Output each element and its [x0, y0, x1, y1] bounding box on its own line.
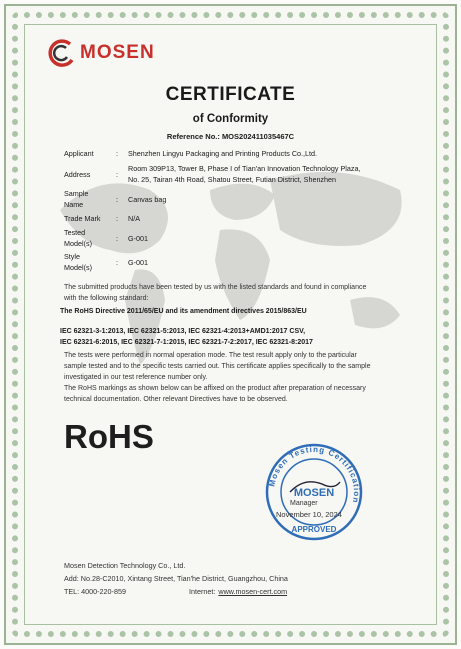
field-sample-name: Sample Name : Canvas bag	[64, 187, 424, 211]
note-line: The RoHS markings as shown below can be affixed on the product after preparation of necessary	[64, 385, 366, 392]
field-address: Address : Room 309P13, Tower B, Phase I of Tian'an Innovation Technology Plaza, No. 25, Tairan 4th Road, Shatou Street, Futian District, Shenzhen	[64, 161, 424, 187]
rohs-mark: RoHS	[64, 418, 154, 455]
note-line: technical documentation. Other relevant Directives have to be observed.	[64, 396, 288, 403]
field-applicant: Applicant : Shenzhen Lingyu Packaging and Printing Products Co.,Ltd.	[64, 146, 424, 161]
field-value-line: Room 309P13, Tower B, Phase I of Tian'an Innovation Technology Plaza,	[128, 164, 361, 173]
stamp-center-text: MOSEN	[293, 487, 335, 499]
footer-website-link[interactable]: www.mosen-cert.com	[218, 587, 288, 596]
field-trade-mark: Trade Mark : N/A	[64, 211, 424, 226]
statement-line: with the following standard:	[64, 295, 149, 302]
footer-address: Add: No.28-C2010, Xintang Street, Tian'he District, Guangzhou, China	[64, 574, 288, 583]
field-value: G-001	[128, 257, 148, 267]
sign-date: November 10, 2024	[276, 510, 342, 519]
field-label: Sample	[64, 189, 89, 198]
certificate-fields	[64, 146, 424, 274]
note-line: sample tested and to the specific tests carried out. This certificate applies specifically to the sample	[64, 363, 371, 370]
footer-company: Mosen Detection Technology Co., Ltd.	[64, 561, 186, 570]
directive-line: The RoHS Directive 2011/65/EU and its amendment directives 2015/863/EU	[60, 308, 307, 315]
field-label: Style	[64, 252, 80, 261]
footer-contact	[64, 587, 404, 596]
field-value: G-001	[128, 233, 148, 243]
field-label: Address	[64, 169, 91, 179]
footer-tel: TEL: 4000-220-859	[64, 587, 126, 596]
field-label: Model(s)	[64, 263, 92, 272]
field-label: Trade Mark	[64, 214, 101, 223]
brand-name: MOSEN	[80, 42, 155, 63]
field-label: Name	[64, 200, 84, 209]
certificate-title: CERTIFICATE	[165, 84, 296, 105]
standards-line: IEC 62321-3-1:2013, IEC 62321-5:2013, IEC 62321-4:2013+AMD1:2017 CSV,	[60, 328, 306, 335]
reference-number: Reference No.: MOS202411035467C	[166, 132, 295, 141]
certificate-subtitle: of Conformity	[192, 113, 269, 125]
standards-line: IEC 62321-6:2015, IEC 62321-7-1:2015, IEC 62321-7-2:2017, IEC 62321-8:2017	[60, 339, 313, 346]
field-label: Tested	[64, 228, 86, 237]
field-value: Shenzhen Lingyu Packaging and Printing Products Co.,Ltd.	[128, 149, 317, 158]
field-value: N/A	[128, 214, 140, 223]
field-tested-model: Tested Model(s) : G-001	[64, 226, 424, 250]
standards-list	[60, 326, 420, 348]
footer-internet-label: Internet:	[189, 587, 216, 596]
test-notes	[64, 350, 419, 405]
field-label: Model(s)	[64, 239, 92, 248]
compliance-statement	[64, 282, 409, 304]
signatory-role: Manager	[290, 500, 318, 507]
note-line: investigated in our test reference number only.	[64, 374, 208, 381]
note-line: The tests were performed in normal operation mode. The test result apply only to the particular	[64, 352, 357, 359]
stamp-ring-text: Mosen Testing Certification	[267, 444, 362, 505]
field-value-line: No. 25, Tairan 4th Road, Shatou Street, Futian District, Shenzhen	[128, 175, 337, 184]
mosen-logo	[46, 38, 155, 68]
statement-line: The submitted products have been tested by us with the listed standards and found in compliance	[64, 284, 367, 291]
mosen-logo-icon	[46, 38, 76, 68]
field-style-model: Style Model(s) : G-001	[64, 250, 424, 274]
field-label: Applicant	[64, 149, 94, 158]
stamp-bottom-text: APPROVED	[291, 525, 337, 534]
approval-stamp	[264, 442, 364, 542]
field-value: Canvas bag	[128, 194, 167, 204]
